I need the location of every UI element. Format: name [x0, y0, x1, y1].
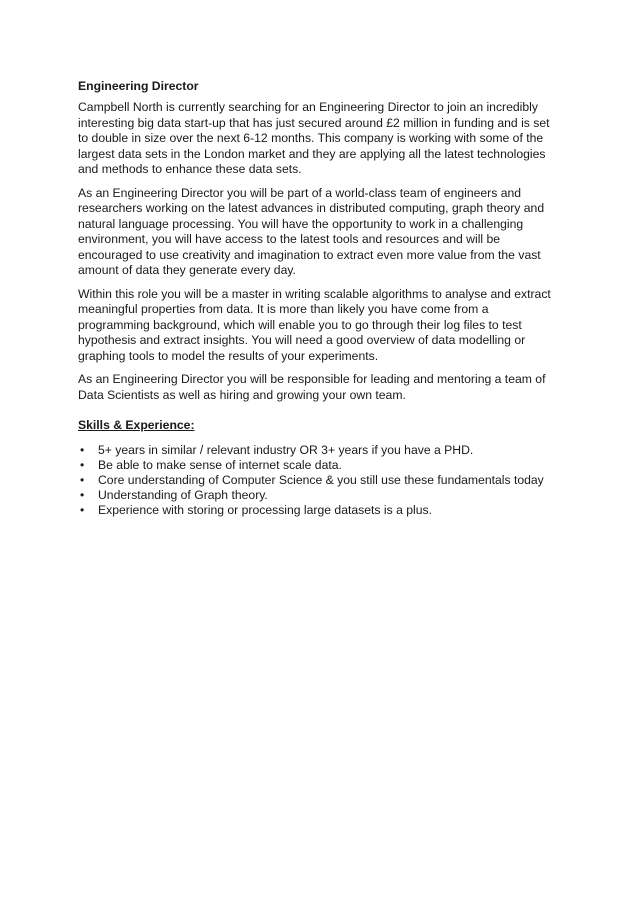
- list-item: [78, 458, 563, 473]
- skill-text: 5+ years in similar / relevant industry OR 3+ years if you have a PHD.: [98, 443, 474, 457]
- bullet-icon: •: [80, 443, 85, 457]
- document-page: [78, 78, 563, 518]
- bullet-icon: •: [80, 473, 85, 487]
- skills-list: [78, 443, 563, 518]
- bullet-icon: •: [80, 458, 85, 472]
- list-item: [78, 488, 563, 503]
- skill-text: Be able to make sense of internet scale data.: [98, 458, 342, 472]
- skill-text: Core understanding of Computer Science & you still use these fundamentals today: [98, 473, 544, 487]
- leadership-paragraph: As an Engineering Director you will be responsible for leading and mentoring a team of Data Scientists as well as hiring and growing your own team.: [78, 372, 546, 402]
- list-item: [78, 443, 563, 458]
- bullet-icon: •: [80, 503, 85, 517]
- skill-text: Experience with storing or processing large datasets is a plus.: [98, 503, 432, 517]
- list-item: [78, 473, 563, 488]
- team-paragraph: As an Engineering Director you will be part of a world-class team of engineers and researchers working on the latest advances in distributed computing, graph theory and natural language processing. You will have the opportunity to work in a challenging environment, you will have access to the latest tools and resources and will be encouraged to use creativity and imagination to extract even more value from the vast amount of data they generate every day.: [78, 185, 545, 277]
- role-paragraph: Within this role you will be a master in writing scalable algorithms to analyse and extract meaningful properties from data. It is more than likely you have come from a programming background, which will enable you to go through their log files to test hypothesis and extract insights. You will need a good overview of data modelling or graphing tools to model the results of your experiments.: [78, 286, 551, 363]
- skill-text: Understanding of Graph theory.: [98, 488, 268, 502]
- document-title: Engineering Director: [78, 79, 199, 93]
- bullet-icon: •: [80, 488, 85, 502]
- skills-heading: Skills & Experience:: [78, 418, 195, 432]
- list-item: [78, 503, 563, 518]
- intro-paragraph: Campbell North is currently searching for an Engineering Director to join an incredibly interesting big data start-up that has just secured around £2 million in funding and is set to double in size over the next 6-12 months. This company is working with some of the largest data sets in the London market and they are applying all the latest technologies and methods to enhance these data sets.: [78, 100, 550, 176]
